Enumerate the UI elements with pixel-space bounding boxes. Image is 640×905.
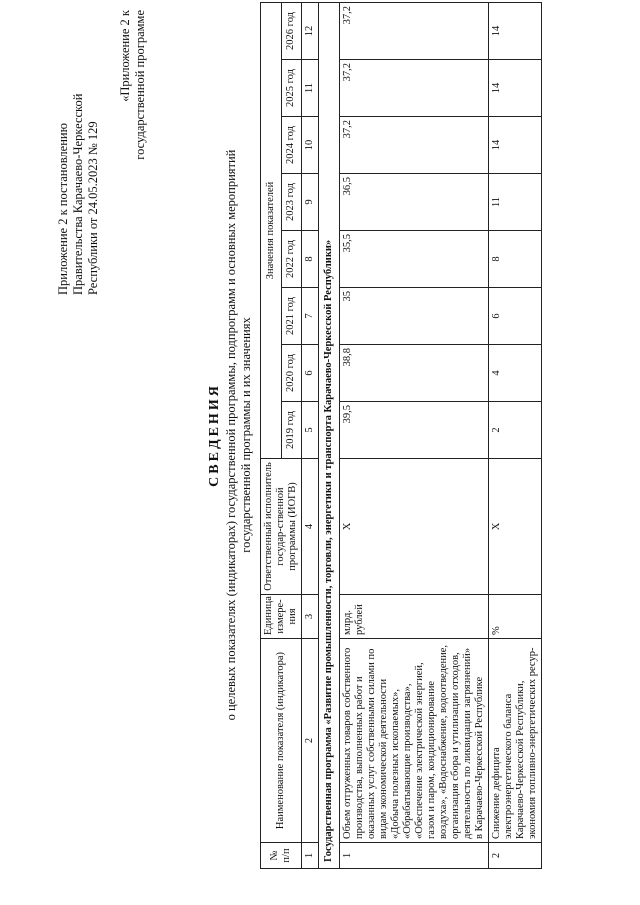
document-subtitle-line: о целевых показателях (индикаторах) государственной программы, подпрограмм и основных мероприятий — [224, 149, 238, 721]
column-number: 11 — [302, 60, 319, 117]
header-year: 2020 год — [281, 345, 302, 402]
approval-line: Республики от 24.05.2023 № 129 — [86, 121, 100, 295]
column-number: 9 — [302, 174, 319, 231]
document-heading — [206, 115, 254, 755]
header-year: 2021 год — [281, 288, 302, 345]
header-executor: Ответственный исполнитель государ-ственной программы (ИОГВ) — [261, 459, 302, 595]
indicator-unit: млрд. рублей — [340, 595, 489, 639]
indicator-value: 14 — [489, 117, 542, 174]
annex-line: «Приложение 2 к — [118, 10, 132, 102]
indicator-value: 14 — [489, 60, 542, 117]
indicators-table — [260, 2, 542, 869]
indicator-value: 14 — [489, 2, 542, 59]
header-values-group: Значения показателей — [261, 2, 282, 458]
section-row — [319, 2, 340, 868]
header-year: 2025 год — [281, 60, 302, 117]
approval-note — [56, 25, 101, 295]
annex-note — [118, 10, 148, 210]
column-number: 5 — [302, 402, 319, 459]
indicator-value: 35,5 — [340, 231, 489, 288]
indicator-executor: X — [489, 459, 542, 595]
header-year: 2022 год — [281, 231, 302, 288]
table-row — [340, 2, 489, 868]
indicator-value: 11 — [489, 174, 542, 231]
header-row — [261, 2, 282, 868]
header-num: № п/п — [261, 843, 302, 869]
indicator-value: 37,2 — [340, 60, 489, 117]
header-year: 2024 год — [281, 117, 302, 174]
header-unit: Единица измере-ния — [261, 595, 302, 639]
document-title: СВЕДЕНИЯ — [207, 383, 222, 487]
document-subtitle-line: государственной программы и их значениях — [239, 317, 253, 553]
indicator-value: 4 — [489, 345, 542, 402]
indicator-name: Объем отгруженных товаров собственного производства, выполненных работ и оказанных услуг собственными силами по видам экономической деятельности «Добыча полезных ископаемых», «Обрабатывающие производства», «Обеспечение электрической энергией, газом и паром, кондиционирование воздуха», «Водоснабжение, водоотведение, организация сбора и утилизации отходов, деятельность по ликвидации загрязнений» в Карачаево-Черкесской Республике — [340, 639, 489, 843]
column-number: 1 — [302, 843, 319, 869]
column-number: 10 — [302, 117, 319, 174]
indicator-value: 37,2 — [340, 2, 489, 59]
column-numbers-row — [302, 2, 319, 868]
section-title: Государственная программа «Развитие промышленности, торговли, энергетики и транспорта Карачаево-Черкесской Республики» — [319, 2, 340, 868]
table-row — [489, 2, 542, 868]
header-name: Наименование показателя (индикатора) — [261, 639, 302, 843]
indicator-executor: X — [340, 459, 489, 595]
column-number: 4 — [302, 459, 319, 595]
column-number: 6 — [302, 345, 319, 402]
indicator-value: 35 — [340, 288, 489, 345]
row-number: 1 — [340, 843, 489, 869]
indicator-value: 39,5 — [340, 402, 489, 459]
approval-line: Правительства Карачаево-Черкесской — [71, 93, 85, 295]
row-number: 2 — [489, 843, 542, 869]
indicator-name: Снижение дефицита электроэнергетического баланса Карачаево-Черкесской Республики, экономия топливно-энергетических ресур- — [489, 639, 542, 843]
header-year: 2026 год — [281, 2, 302, 59]
column-number: 12 — [302, 2, 319, 59]
approval-line: Приложение 2 к постановлению — [56, 123, 70, 295]
indicator-value: 36,5 — [340, 174, 489, 231]
annex-line: государственной программе — [133, 10, 147, 160]
indicator-value: 8 — [489, 231, 542, 288]
header-year: 2019 год — [281, 402, 302, 459]
indicator-value: 37,2 — [340, 117, 489, 174]
column-number: 2 — [302, 639, 319, 843]
column-number: 8 — [302, 231, 319, 288]
header-year: 2023 год — [281, 174, 302, 231]
column-number: 3 — [302, 595, 319, 639]
indicator-value: 38,8 — [340, 345, 489, 402]
indicator-unit: % — [489, 595, 542, 639]
column-number: 7 — [302, 288, 319, 345]
indicator-value: 2 — [489, 402, 542, 459]
indicator-value: 6 — [489, 288, 542, 345]
